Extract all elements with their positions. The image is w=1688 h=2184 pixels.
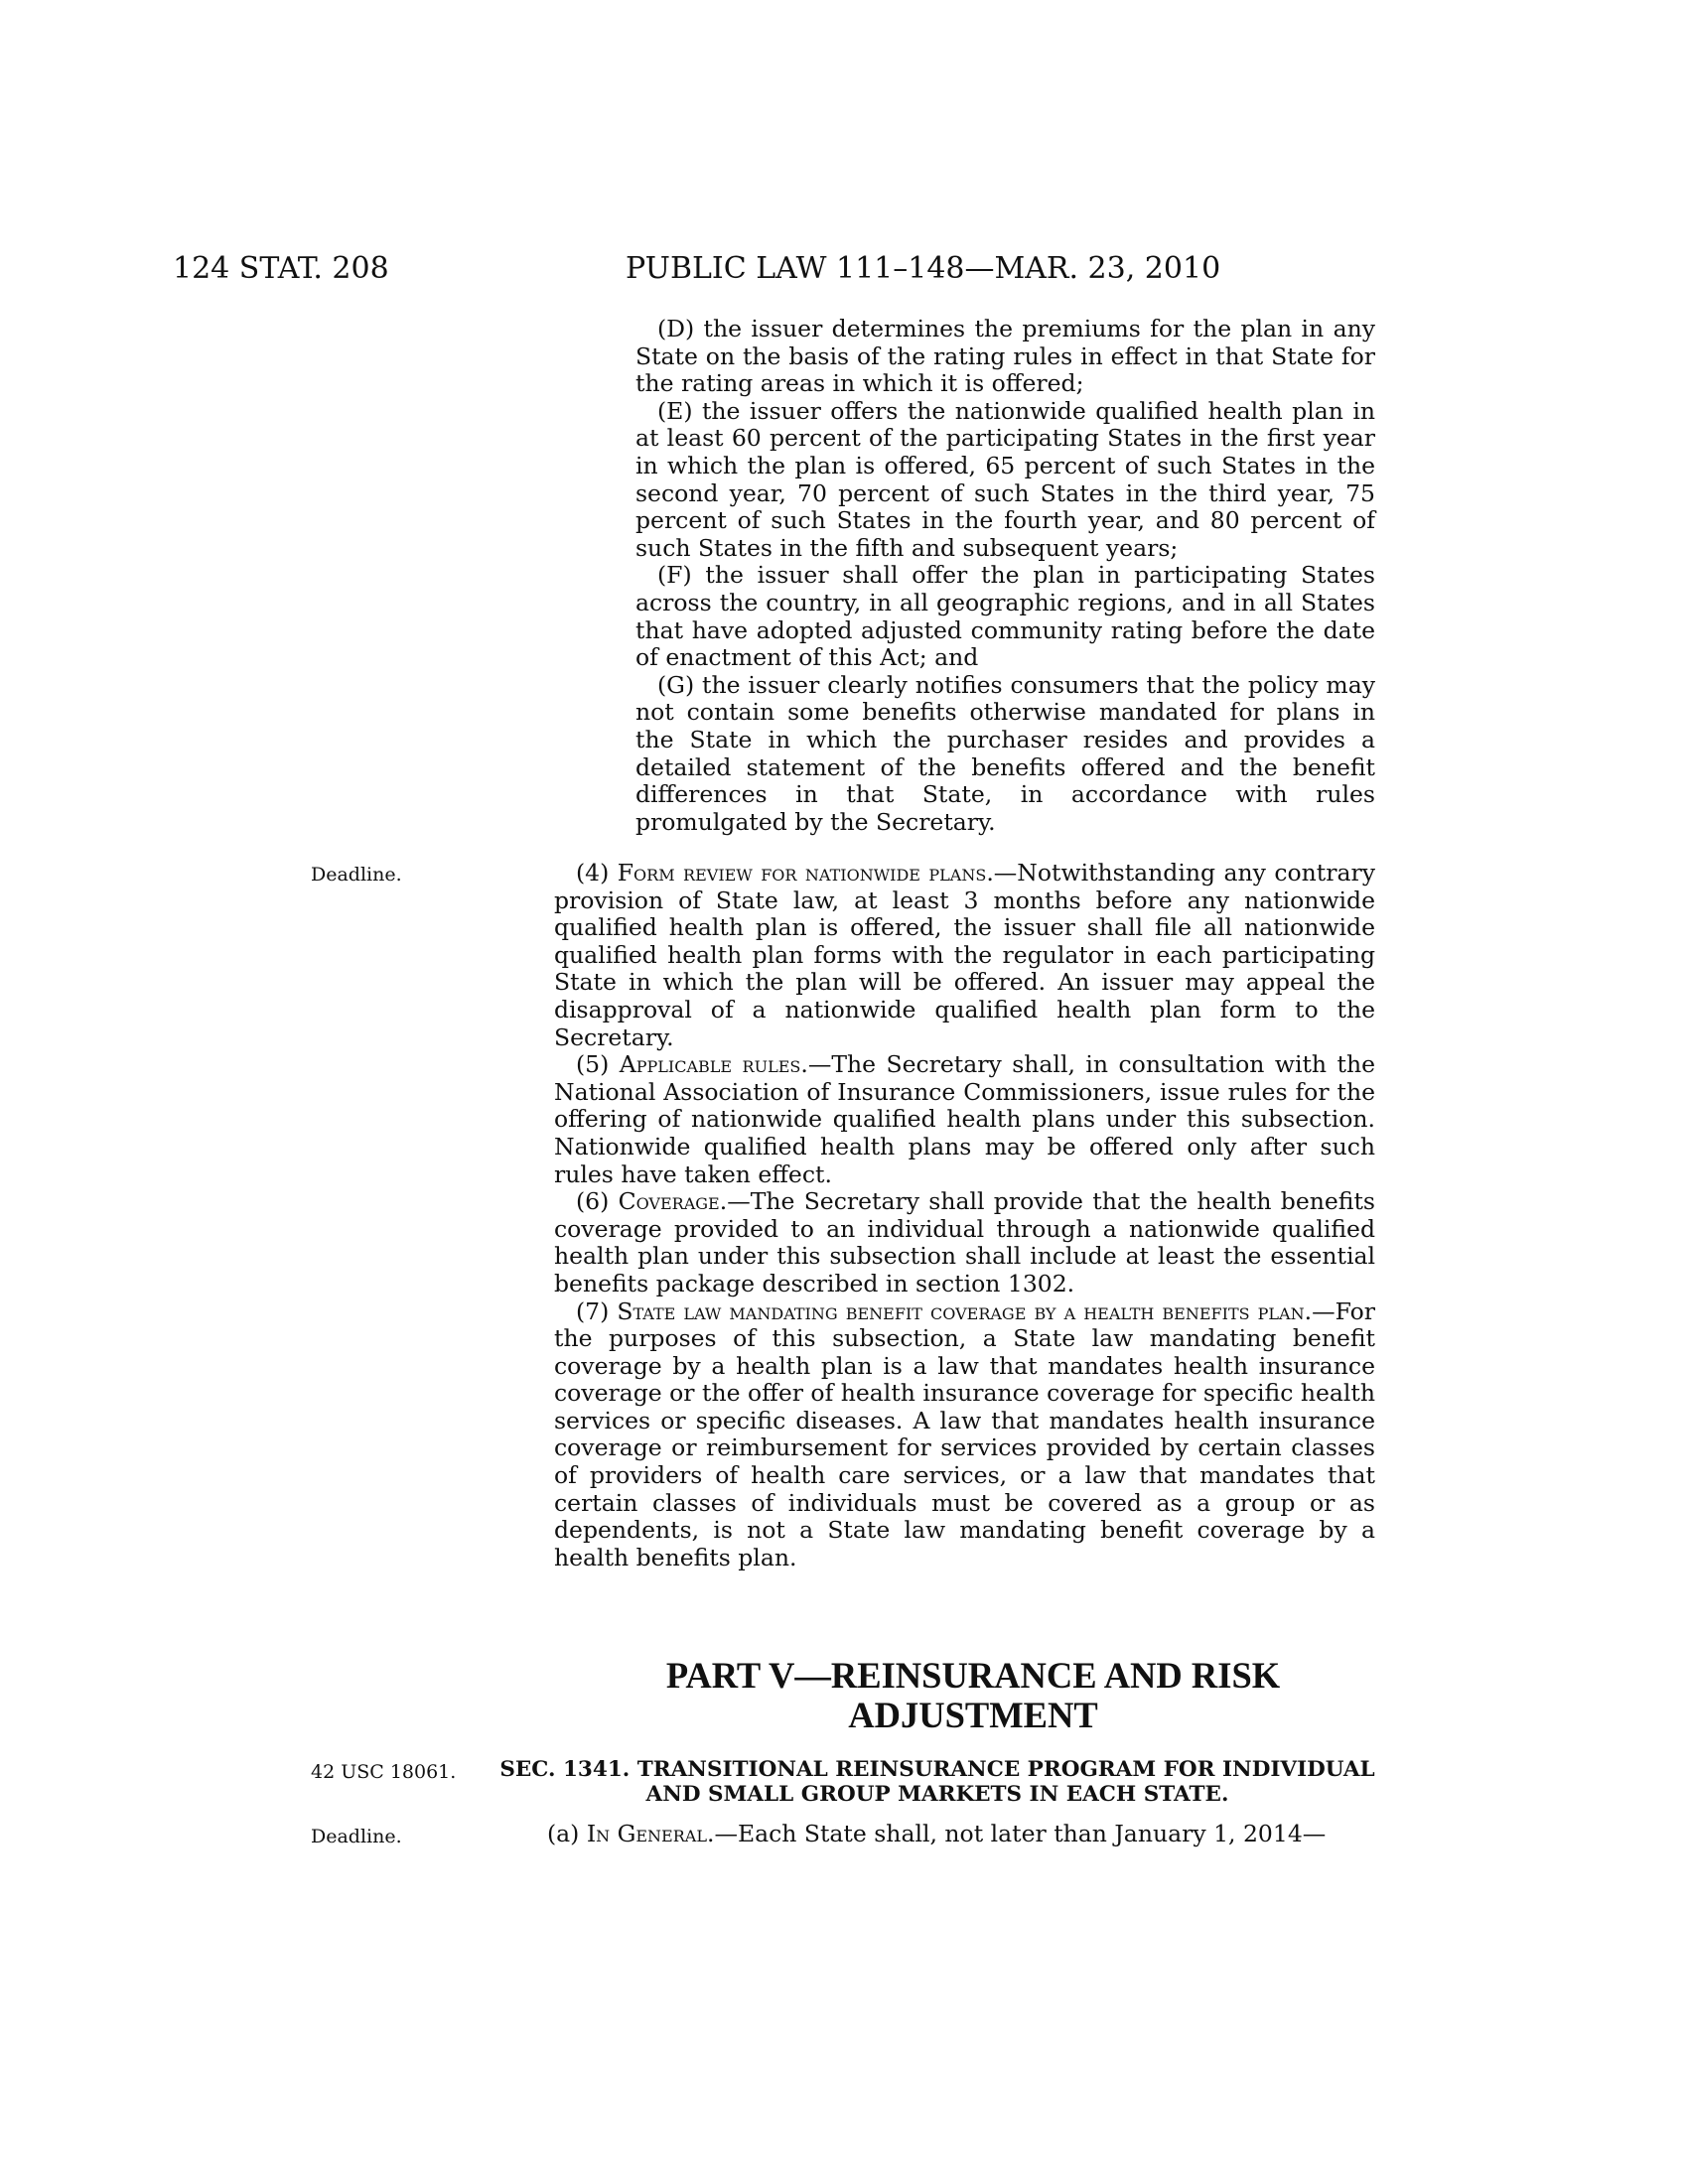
- paragraph-4: [554, 860, 1375, 1051]
- margin-note-usc: 42 USC 18061.: [311, 1761, 457, 1783]
- paragraph-7-number: (7): [576, 1297, 610, 1325]
- paragraph-7-text: —For the purposes of this subsection, a State law mandating benefit coverage by a health plan is a law that mandates health insurance coverage or the offer of health insurance coverage for specific health services or specific diseases. A law that mandates health insurance coverage or reimbursement for services provided by certain classes of providers of health care services, or a law that mandates that certain classes of individuals must be covered as a group or as dependents, is not a State law mandating benefit coverage by a health benefits plan.: [554, 1297, 1375, 1571]
- subparagraphs: [609, 316, 1375, 836]
- margin-note-deadline: Deadline.: [311, 864, 402, 886]
- paragraph-5-heading: Applicable rules.: [619, 1050, 808, 1079]
- paragraph-5-number: (5): [576, 1050, 610, 1079]
- paragraph-7-heading: State law mandating benefit coverage by a health benefits plan.: [617, 1297, 1313, 1325]
- stat-page-number: 124 STAT. 208: [173, 251, 389, 286]
- subparagraph-e: (E) the issuer offers the nationwide qualified health plan in at least 60 percent of the participating States in the first year in which the plan is offered, 65 percent of such States in the second year, 70 percent of such States in the third year, 75 percent of such States in the fourth year, and 80 percent of such States in the fifth and subsequent years;: [635, 396, 1375, 562]
- paragraph-4-heading: Form review for nationwide plans.: [617, 859, 994, 887]
- subsection-a-text: —Each State shall, not later than January 1, 2014—: [714, 1820, 1327, 1847]
- running-header: PUBLIC LAW 111–148—MAR. 23, 2010: [626, 251, 1221, 286]
- subsection-a: [498, 1821, 1376, 1848]
- margin-note-deadline-2: Deadline.: [311, 1826, 402, 1847]
- subsection-a-number: (a): [547, 1820, 580, 1847]
- subsection-a-heading: In General.: [586, 1820, 715, 1847]
- paragraph-7: [554, 1298, 1375, 1572]
- paragraphs-4-7: [554, 860, 1375, 1571]
- paragraph-6-number: (6): [576, 1187, 610, 1216]
- part-heading-line-1: PART V—REINSURANCE AND RISK: [665, 1655, 1281, 1696]
- paragraph-6: [554, 1188, 1375, 1297]
- paragraph-6-text: —The Secretary shall provide that the health benefits coverage provided to an individual through a nationwide qualified health plan under this subsection shall include at least the essential benefits package described in section 1302.: [554, 1187, 1375, 1297]
- subparagraph-g: (G) the issuer clearly notifies consumers that the policy may not contain some benefits otherwise mandated for plans in the State in which the purchaser resides and provides a detailed statement of the benefits offered and the benefit differences in that State, in accordance with rules promulgated by the Secretary.: [635, 670, 1375, 836]
- section-heading-line-2: AND SMALL GROUP MARKETS IN EACH STATE.: [645, 1782, 1229, 1807]
- part-heading-line-2: ADJUSTMENT: [848, 1695, 1098, 1735]
- subparagraph-d: (D) the issuer determines the premiums for the plan in any State on the basis of the rating rules in effect in that State for the rating areas in which it is offered;: [635, 315, 1375, 398]
- paragraph-4-number: (4): [576, 859, 610, 887]
- paragraph-6-heading: Coverage.: [618, 1187, 728, 1216]
- subparagraph-f: (F) the issuer shall offer the plan in participating States across the country, in all geographic regions, and in all States that have adopted adjusted community rating before the date of enactment of this Act; and: [635, 561, 1375, 672]
- part-heading: [536, 1656, 1410, 1735]
- paragraph-5: [554, 1051, 1375, 1188]
- section-heading: [498, 1757, 1376, 1807]
- paragraph-5-text: —The Secretary shall, in consultation with the National Association of Insurance Commissioners, issue rules for the offering of nationwide qualified health plans under this subsection. Nationwide qualified health plans may be offered only after such rules have taken effect.: [554, 1050, 1375, 1188]
- paragraph-4-text: —Notwithstanding any contrary provision of State law, at least 3 months before any nationwide qualified health plan is offered, the issuer shall file all nationwide qualified health plan forms with the regulator in each participating State in which the plan will be offered. An issuer may appeal the disapproval of a nationwide qualified health plan form to the Secretary.: [554, 859, 1375, 1051]
- section-heading-line-1: SEC. 1341. TRANSITIONAL REINSURANCE PROGRAM FOR INDIVIDUAL: [499, 1757, 1375, 1782]
